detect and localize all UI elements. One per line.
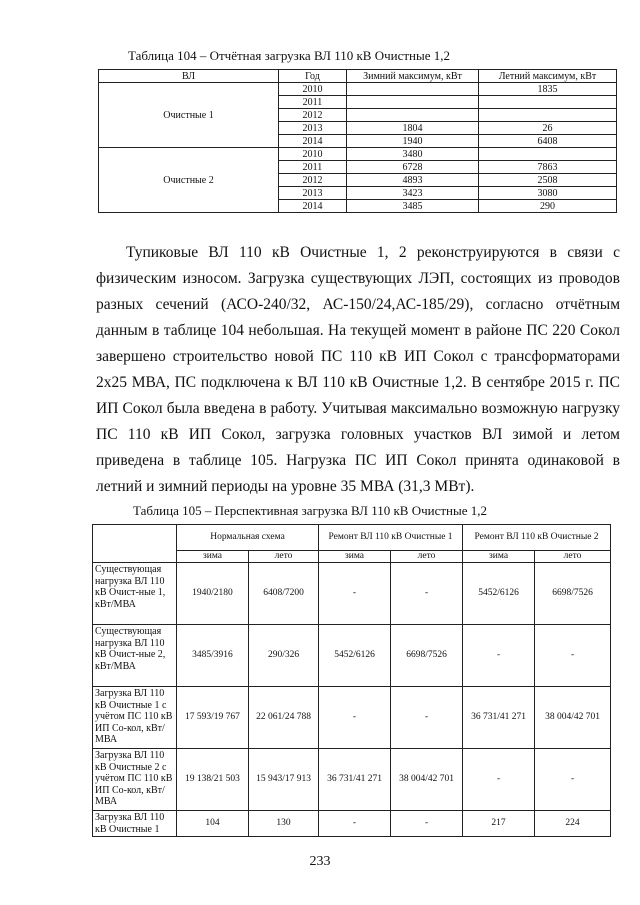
- sub-header: зима: [463, 551, 535, 563]
- body-paragraph: [96, 240, 620, 500]
- summer-cell: 290: [479, 200, 617, 213]
- value-cell: 5452/6126: [319, 625, 391, 687]
- value-cell: 22 061/24 788: [249, 687, 319, 749]
- table-105-caption: Таблица 105 – Перспективная загрузка ВЛ 110 кВ Очистные 1,2: [133, 503, 488, 518]
- winter-cell: 1804: [347, 122, 479, 135]
- summer-cell: [479, 96, 617, 109]
- value-cell: -: [391, 563, 463, 625]
- sub-header: лето: [249, 551, 319, 563]
- table-105-corner: [93, 525, 177, 563]
- value-cell: -: [535, 625, 611, 687]
- value-cell: 19 138/21 503: [177, 749, 249, 811]
- value-cell: -: [535, 749, 611, 811]
- winter-cell: 4893: [347, 174, 479, 187]
- sub-header: лето: [535, 551, 611, 563]
- header-normal-scheme: Нормальная схема: [177, 525, 319, 551]
- winter-cell: [347, 109, 479, 122]
- group-name: Очистные 2: [99, 148, 279, 213]
- value-cell: 17 593/19 767: [177, 687, 249, 749]
- table-row: [93, 625, 611, 687]
- winter-cell: [347, 83, 479, 96]
- value-cell: 217: [463, 811, 535, 837]
- summer-cell: 2508: [479, 174, 617, 187]
- row-label: Существующая нагрузка ВЛ 110 кВ Очист-ные 1, кВт/МВА: [93, 563, 177, 625]
- table-row: [99, 148, 617, 161]
- table-105: [92, 524, 611, 837]
- winter-cell: 1940: [347, 135, 479, 148]
- paragraph-text: Тупиковые ВЛ 110 кВ Очистные 1, 2 реконструируются в связи с физическим износом. Загрузка существующих ЛЭП, состоящих из проводов разных сечений (АСО-240/32, АС-150/24,АС-185/29), согласно отчётным данным в таблице 104 небольшая. На текущей момент в районе ПС 220 Сокол завершено строительство новой ПС 110 кВ ИП Сокол с трансформаторами 2х25 МВА, ПС подключена к ВЛ 110 кВ Очистные 1,2. В сентябре 2015 г. ПС ИП Сокол была введена в работу. Учитывая максимально возможную нагрузку ПС 110 кВ ИП Сокол, загрузка головных участков ВЛ зимой и летом приведена в таблице 105. Нагрузка ПС ИП Сокол принята одинаковой в летний и зимний периоды на уровне 35 МВА (31,3 МВт).: [96, 244, 620, 495]
- sub-header: зима: [177, 551, 249, 563]
- summer-cell: [479, 148, 617, 161]
- summer-cell: 26: [479, 122, 617, 135]
- value-cell: 3485/3916: [177, 625, 249, 687]
- value-cell: -: [463, 625, 535, 687]
- row-label: Загрузка ВЛ 110 кВ Очистные 2 с учётом ПС 110 кВ ИП Со-кол, кВт/МВА: [93, 749, 177, 811]
- value-cell: 224: [535, 811, 611, 837]
- summer-cell: 7863: [479, 161, 617, 174]
- summer-cell: 6408: [479, 135, 617, 148]
- sub-header: зима: [319, 551, 391, 563]
- value-cell: 6698/7526: [535, 563, 611, 625]
- year-cell: 2012: [279, 109, 347, 122]
- table-row: [93, 687, 611, 749]
- year-cell: 2013: [279, 122, 347, 135]
- value-cell: 290/326: [249, 625, 319, 687]
- row-label: Загрузка ВЛ 110 кВ Очистные 1: [93, 811, 177, 837]
- summer-cell: [479, 109, 617, 122]
- value-cell: -: [463, 749, 535, 811]
- value-cell: -: [319, 563, 391, 625]
- value-cell: 38 004/42 701: [535, 687, 611, 749]
- sub-header: лето: [391, 551, 463, 563]
- winter-cell: 6728: [347, 161, 479, 174]
- year-cell: 2014: [279, 200, 347, 213]
- winter-cell: 3423: [347, 187, 479, 200]
- table-104-header-winter: Зимний максимум, кВт: [347, 70, 479, 83]
- year-cell: 2011: [279, 96, 347, 109]
- value-cell: 6408/7200: [249, 563, 319, 625]
- summer-cell: 1835: [479, 83, 617, 96]
- year-cell: 2014: [279, 135, 347, 148]
- value-cell: 15 943/17 913: [249, 749, 319, 811]
- value-cell: -: [391, 687, 463, 749]
- page-number: 233: [309, 854, 331, 869]
- value-cell: 104: [177, 811, 249, 837]
- table-row: [93, 811, 611, 837]
- value-cell: 36 731/41 271: [463, 687, 535, 749]
- value-cell: 130: [249, 811, 319, 837]
- value-cell: 5452/6126: [463, 563, 535, 625]
- table-row: [99, 83, 617, 96]
- row-label: Загрузка ВЛ 110 кВ Очистные 1 с учётом ПС 110 кВ ИП Со-кол, кВт/МВА: [93, 687, 177, 749]
- table-104-header-vl: ВЛ: [99, 70, 279, 83]
- header-repair-line-2: Ремонт ВЛ 110 кВ Очистные 2: [463, 525, 611, 551]
- winter-cell: [347, 96, 479, 109]
- value-cell: 6698/7526: [391, 625, 463, 687]
- year-cell: 2010: [279, 148, 347, 161]
- year-cell: 2011: [279, 161, 347, 174]
- year-cell: 2010: [279, 83, 347, 96]
- header-repair-line-1: Ремонт ВЛ 110 кВ Очистные 1: [319, 525, 463, 551]
- table-104-caption: Таблица 104 – Отчётная загрузка ВЛ 110 кВ Очистные 1,2: [128, 48, 450, 63]
- table-104-header-year: Год: [279, 70, 347, 83]
- table-row: [93, 749, 611, 811]
- year-cell: 2012: [279, 174, 347, 187]
- group-name: Очистные 1: [99, 83, 279, 148]
- row-label: Существующая нагрузка ВЛ 110 кВ Очист-ные 2, кВт/МВА: [93, 625, 177, 687]
- table-row: [93, 563, 611, 625]
- winter-cell: 3480: [347, 148, 479, 161]
- value-cell: -: [391, 811, 463, 837]
- year-cell: 2013: [279, 187, 347, 200]
- value-cell: 36 731/41 271: [319, 749, 391, 811]
- table-104-header-summer: Летний максимум, кВт: [479, 70, 617, 83]
- winter-cell: 3485: [347, 200, 479, 213]
- value-cell: -: [319, 687, 391, 749]
- value-cell: 1940/2180: [177, 563, 249, 625]
- summer-cell: 3080: [479, 187, 617, 200]
- value-cell: -: [319, 811, 391, 837]
- value-cell: 38 004/42 701: [391, 749, 463, 811]
- table-104: [98, 69, 617, 213]
